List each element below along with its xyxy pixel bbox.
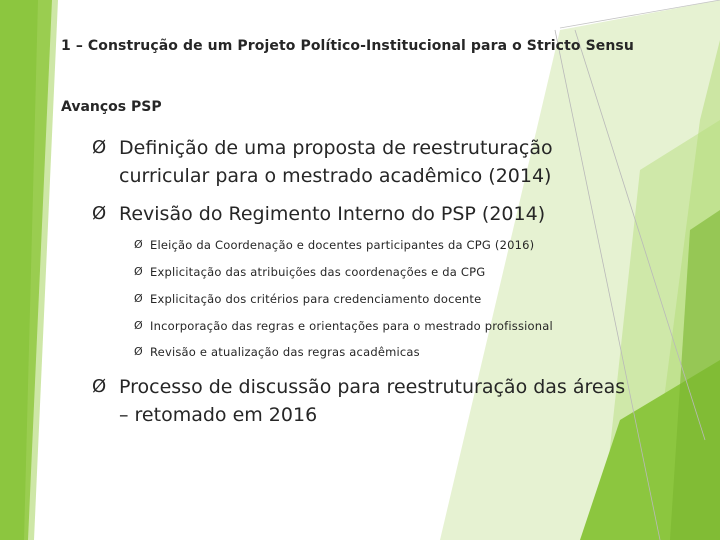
arrow-bullet-icon: Ø — [134, 345, 143, 358]
slide-title: 1 – Construção de um Projeto Político-Institucional para o Stricto Sensu — [61, 38, 634, 54]
arrow-bullet-icon: Ø — [92, 203, 107, 224]
bullet-text: – retomado em 2016 — [119, 404, 318, 426]
bullet-text: Processo de discussão para reestruturação das áreas — [119, 376, 626, 398]
bullet-text: Revisão do Regimento Interno do PSP (2014) — [119, 203, 546, 225]
arrow-bullet-icon: Ø — [92, 137, 107, 158]
arrow-bullet-icon: Ø — [134, 238, 143, 251]
sub-bullet-text: Explicitação dos critérios para credenciamento docente — [150, 292, 482, 306]
sub-bullet-text: Eleição da Coordenação e docentes participantes da CPG (2016) — [150, 238, 535, 252]
section-heading: Avanços PSP — [61, 99, 162, 115]
sub-bullet-text: Explicitação das atribuições das coordenações e da CPG — [150, 265, 486, 279]
bullet-text: Definição de uma proposta de reestruturação — [119, 137, 553, 159]
arrow-bullet-icon: Ø — [134, 265, 143, 278]
arrow-bullet-icon: Ø — [134, 292, 143, 305]
arrow-bullet-icon: Ø — [134, 319, 143, 332]
sub-bullet-text: Revisão e atualização das regras acadêmicas — [150, 345, 420, 359]
arrow-bullet-icon: Ø — [92, 376, 107, 397]
sub-bullet-text: Incorporação das regras e orientações para o mestrado profissional — [150, 319, 553, 333]
bullet-text: curricular para o mestrado acadêmico (2014) — [119, 165, 552, 187]
